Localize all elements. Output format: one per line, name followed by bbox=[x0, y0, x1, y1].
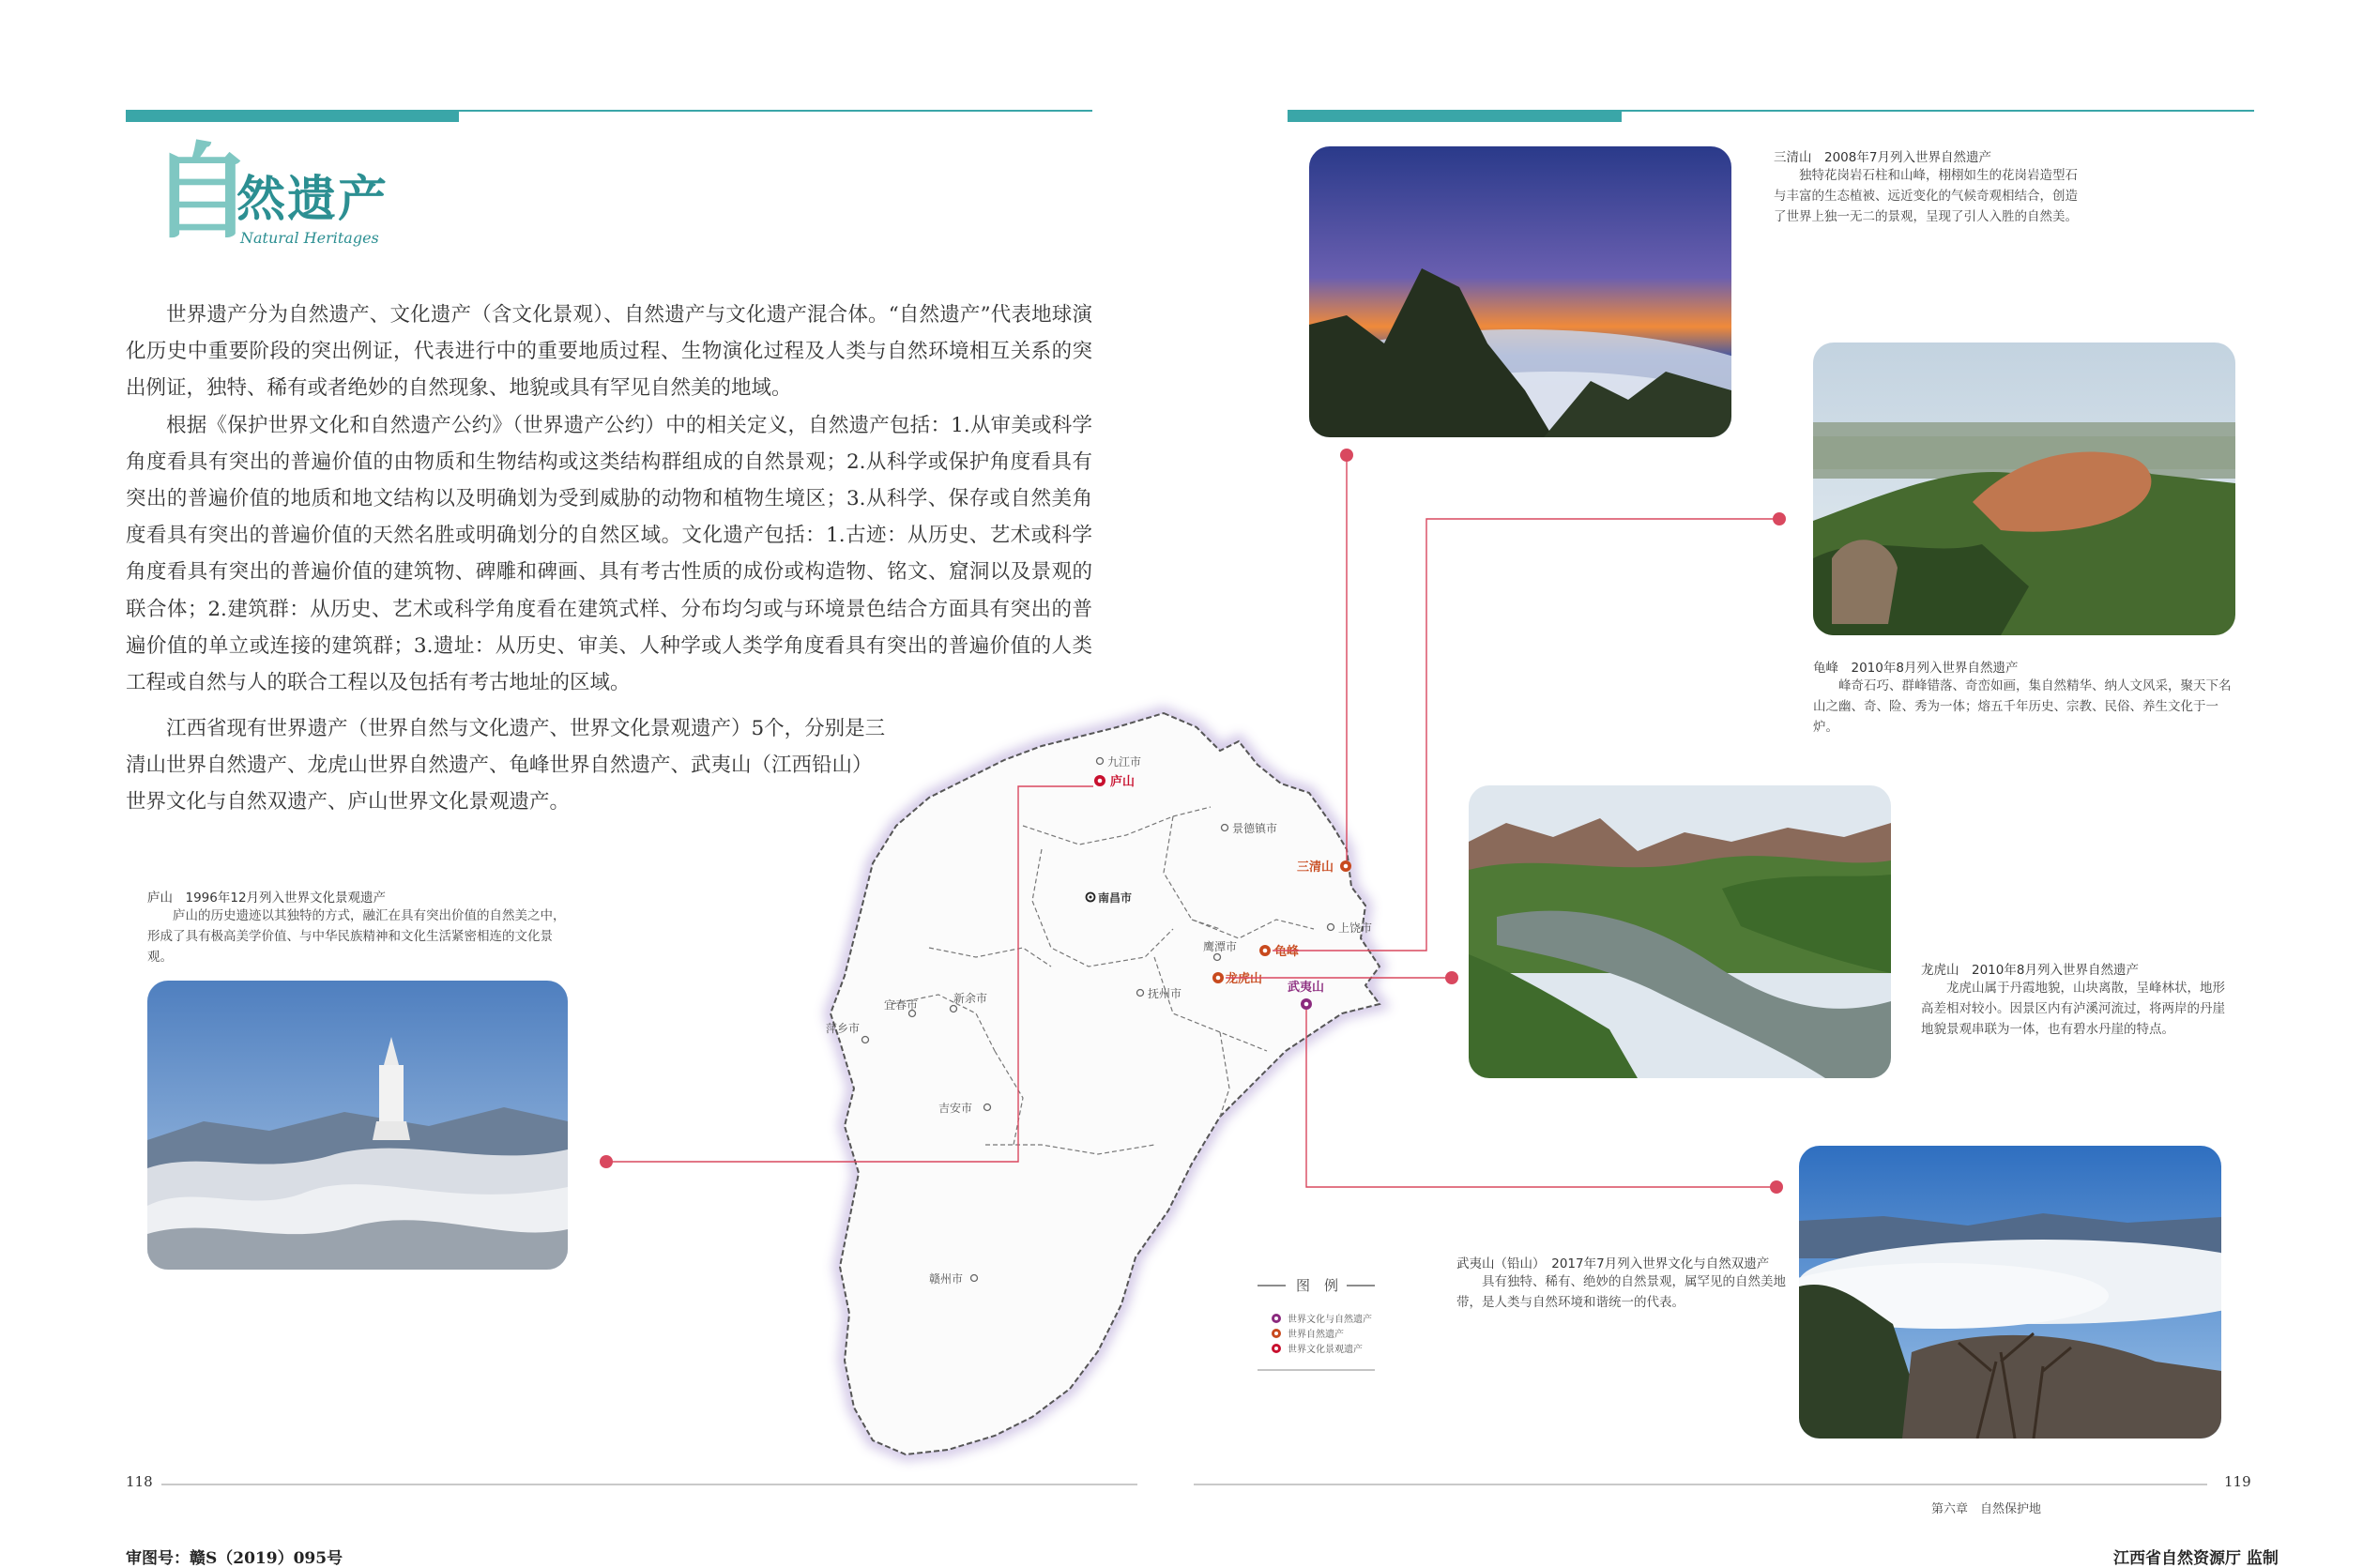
city-label-yingtan: 鹰潭市 bbox=[1203, 940, 1238, 953]
city-label-xinyu: 新余市 bbox=[953, 992, 988, 1005]
paragraph-3-line-3: 世界文化与自然双遗产、庐山世界文化景观遗产。 bbox=[126, 790, 571, 814]
footer-rule-left bbox=[161, 1484, 1137, 1485]
sanqingshan-caption-text: 独特花岗岩石柱和山峰，栩栩如生的花岗岩造型石与丰富的生态植被、远近变化的气候奇观相结合，创造了世界上独一无二的景观，呈现了引人入胜的自然美。 bbox=[1774, 168, 2078, 224]
longhushan-caption-text: 龙虎山属于丹霞地貌，山块离散，呈峰林状，地形高差相对较小。因景区内有泸溪河流过，将两岸的丹崖地貌景观串联为一体，也有碧水丹崖的特点。 bbox=[1921, 981, 2225, 1037]
title-english: Natural Heritages bbox=[240, 229, 379, 247]
connector-wuyishan bbox=[1306, 1010, 1776, 1187]
chapter-label: 第六章 自然保护地 bbox=[1931, 1502, 2042, 1516]
guifeng-caption-title: 龟峰 2010年8月列入世界自然遗产 bbox=[1813, 661, 2019, 676]
city-label-yichun: 宜春市 bbox=[884, 998, 919, 1012]
city-label-pingxiang: 萍乡市 bbox=[826, 1022, 861, 1035]
paragraph-1: 世界遗产分为自然遗产、文化遗产（含文化景观）、自然遗产与文化遗产混合体。“自然遗产”代表地球演化历史中重要阶段的突出例证，代表进行中的重要地质过程、生物演化过程及人类与自然环境相互关系的突出例证，独特、稀有或者绝妙的自然现象、地貌或具有罕见自然美的地域。 bbox=[126, 303, 1092, 401]
city-label-jiujiang: 九江市 bbox=[1107, 755, 1142, 769]
site-label-wuyishan: 武夷山 bbox=[1288, 981, 1325, 995]
site-label-longhushan: 龙虎山 bbox=[1226, 972, 1263, 986]
city-label-fuzhou: 抚州市 bbox=[1148, 987, 1182, 1000]
map-approval-number: 审图号：赣S（2019）095号 bbox=[126, 1549, 343, 1568]
paragraph-3-line-2: 清山世界自然遗产、龙虎山世界自然遗产、龟峰世界自然遗产、武夷山（江西铅山） bbox=[126, 754, 873, 778]
site-label-sanqingshan: 三清山 bbox=[1297, 860, 1334, 875]
legend-label-dual: 世界文化与自然遗产 bbox=[1288, 1315, 1372, 1325]
legend-item-natural bbox=[1272, 1328, 1344, 1340]
city-label-ganzhou: 赣州市 bbox=[929, 1272, 964, 1286]
lushan-caption-title: 庐山 1996年12月列入世界文化景观遗产 bbox=[147, 891, 387, 906]
longhushan-caption-title: 龙虎山 2010年8月列入世界自然遗产 bbox=[1921, 963, 2139, 978]
title-first-char: 自 bbox=[150, 132, 253, 252]
legend-label-natural: 世界自然遗产 bbox=[1288, 1330, 1344, 1340]
city-label-nanchang: 南昌市 bbox=[1098, 891, 1133, 905]
paragraph-3-line-1: 江西省现有世界遗产（世界自然与文化遗产、世界文化景观遗产）5个，分别是三 bbox=[166, 717, 886, 740]
site-label-guifeng: 龟峰 bbox=[1274, 945, 1300, 959]
legend-title: 图 例 bbox=[1296, 1277, 1339, 1294]
paragraph-2: 根据《保护世界文化和自然遗产公约》（世界遗产公约）中的相关定义，自然遗产包括：1.从审美或科学角度看具有突出的普遍价值的由物质和生物结构或这类结构群组成的自然景观；2.从科学或保护角度看具有突出的普遍价值的地质和地文结构以及明确划为受到威胁的动物和植物生境区；3.从科学、保存或自然美角度看具有突出的普遍价值的天然名胜或明确划分的自然区域。文化遗产包括：1.古迹：从历史、艺术或科学角度看具有突出的普遍价值的建筑物、碑雕和碑画、具有考古性质的成份或构造物、铭文、窟洞以及景观的联合体；2.建筑群：从历史、艺术或科学角度看在建筑式样、分布均匀或与环境景色结合方面具有突出的普遍价值的单立或连接的建筑群；3.遗址：从历史、审美、人种学或人类学角度看具有突出的普遍价值的人类工程或自然与人的联合工程以及包括有考古地址的区域。 bbox=[126, 413, 1092, 695]
sanqingshan-caption-title: 三清山 2008年7月列入世界自然遗产 bbox=[1774, 150, 1991, 165]
city-label-shangrao: 上饶市 bbox=[1338, 921, 1373, 935]
site-label-lushan: 庐山 bbox=[1110, 775, 1136, 789]
wuyishan-caption-text: 具有独特、稀有、绝妙的自然景观，属罕见的自然美地带，是人类与自然环境和谐统一的代表。 bbox=[1456, 1274, 1786, 1310]
lushan-caption-text: 庐山的历史遗迹以其独特的方式，融汇在具有突出价值的自然美之中，形成了具有极高美学价值、与中华民族精神和文化生活紧密相连的文化景观。 bbox=[147, 908, 566, 965]
legend-label-landscape: 世界文化景观遗产 bbox=[1288, 1345, 1363, 1355]
legend-item-landscape bbox=[1272, 1343, 1363, 1355]
wuyishan-caption-title: 武夷山（铅山） 2017年7月列入世界文化与自然双遗产 bbox=[1456, 1256, 1770, 1271]
guifeng-caption-text: 峰奇石巧、群峰错落、奇峦如画，集自然精华、纳人文风采，聚天下名山之幽、奇、险、秀为一体；熔五千年历史、宗教、民俗、养生文化于一炉。 bbox=[1813, 678, 2232, 735]
city-label-jingdezhen: 景德镇市 bbox=[1232, 822, 1278, 835]
page-number-left: 118 bbox=[126, 1473, 153, 1490]
province-outline bbox=[831, 713, 1380, 1454]
title-rest: 然遗产 bbox=[236, 172, 389, 228]
map-legend bbox=[1258, 1277, 1375, 1370]
legend-item-dual bbox=[1272, 1313, 1372, 1325]
supervisor-label: 江西省自然资源厅 监制 bbox=[2113, 1549, 2279, 1568]
page-number-right: 119 bbox=[2224, 1473, 2251, 1490]
footer-rule-right bbox=[1194, 1484, 2207, 1485]
city-label-jian: 吉安市 bbox=[938, 1102, 973, 1115]
